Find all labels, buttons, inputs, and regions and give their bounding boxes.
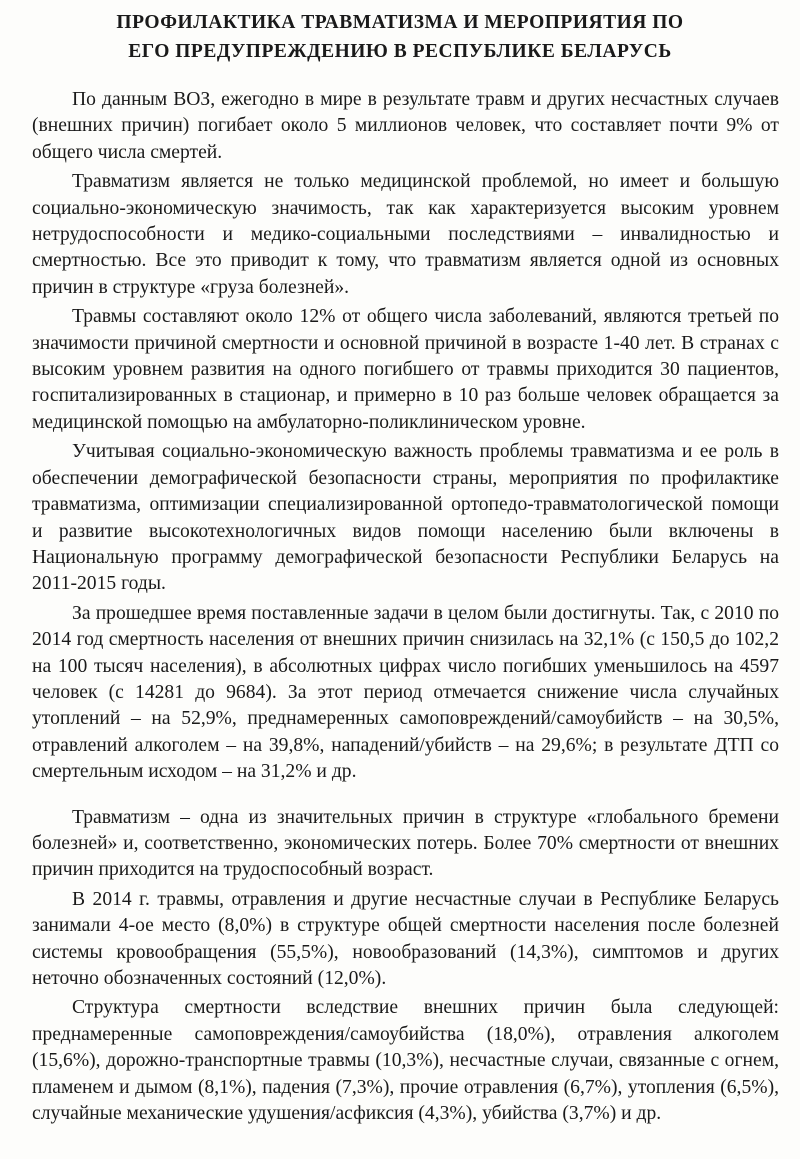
title-line-1: ПРОФИЛАКТИКА ТРАВМАТИЗМА И МЕРОПРИЯТИЯ ПО (116, 12, 684, 33)
paragraph-injury-share: Травмы составляют около 12% от общего числа заболеваний, являются третьей по значимости причиной смертности и основной причиной в возрасте 1-40 лет. В странах с высоким уровнем развития на одного погибшего от травмы приходится 30 пациентов, госпитализированных в стационар, и примерно в 10 раз больше человек обращается за медицинской помощью на амбулаторно-поликлиническом уровне. (32, 306, 779, 433)
paragraph-socio-economic-significance: Травматизм является не только медицинской проблемой, но имеет и большую социально-экономическую значимость, так как характеризуется высоким уровнем нетрудоспособности и медико-социальными последствиями – инвалидностью и смертностью. Все это приводит к тому, что травматизм является одной из основных причин в структуре «груза болезней». (32, 171, 779, 298)
title-line-2: ЕГО ПРЕДУПРЕЖДЕНИЮ В РЕСПУБЛИКЕ БЕЛАРУСЬ (128, 41, 672, 62)
paragraph-mortality-structure: Структура смертности вследствие внешних причин была следующей: преднамеренные самоповреждения/самоубийства (18,0%), отравления алкоголем (15,6%), дорожно-транспортные травмы (10,3%), несчастные случаи, связанные с огнем, пламенем и дымом (8,1%), падения (7,3%), прочие отравления (6,7%), утопления (6,5%), случайные механические удушения/асфиксия (4,3%), убийства (3,7%) и др. (32, 997, 779, 1125)
document-body (32, 87, 779, 1127)
document-title (40, 8, 760, 66)
paragraph-national-program: Учитывая социально-экономическую важность проблемы травматизма и ее роль в обеспечении демографической безопасности страны, мероприятия по профилактике травматизма, оптимизации специализированной ортопедо-травматологической помощи и развитие высокотехнологичных видов помощи населению были включены в Национальную программу демографической безопасности Республики Беларусь на 2011-2015 годы. (32, 441, 779, 595)
paragraph-results-2010-2014: За прошедшее время поставленные задачи в целом были достигнуты. Так, с 2010 по 2014 год смертность населения от внешних причин снизилась на 32,1% (с 150,5 до 102,2 на 100 тысяч населения), в абсолютных цифрах число погибших уменьшилось на 4597 человек (с 14281 до 9684). За этот период отмечается снижение числа случайных утоплений – на 52,9%, преднамеренных самоповреждений/самоубийств – на 30,5%, отравлений алкоголем – на 39,8%, нападений/убийств – на 29,6%; в результате ДТП со смертельным исходом – на 31,2% и др. (32, 602, 779, 783)
paragraph-global-burden: Травматизм – одна из значительных причин в структуре «глобального бремени болезней» и, соответственно, экономических потерь. Более 70% смертности от внешних причин приходится на трудоспособный возраст. (32, 806, 779, 881)
paragraph-who-statistics: По данным ВОЗ, ежегодно в мире в результате травм и других несчастных случаев (внешних причин) погибает около 5 миллионов человек, что составляет почти 9% от общего числа смертей. (32, 89, 779, 163)
paragraph-mortality-2014: В 2014 г. травмы, отравления и другие несчастные случаи в Республике Беларусь занимали 4-ое место (8,0%) в структуре общей смертности населения после болезней системы кровообращения (55,5%), новообразований (14,3%), симптомов и других неточно обозначенных состояний (12,0%). (32, 888, 779, 989)
